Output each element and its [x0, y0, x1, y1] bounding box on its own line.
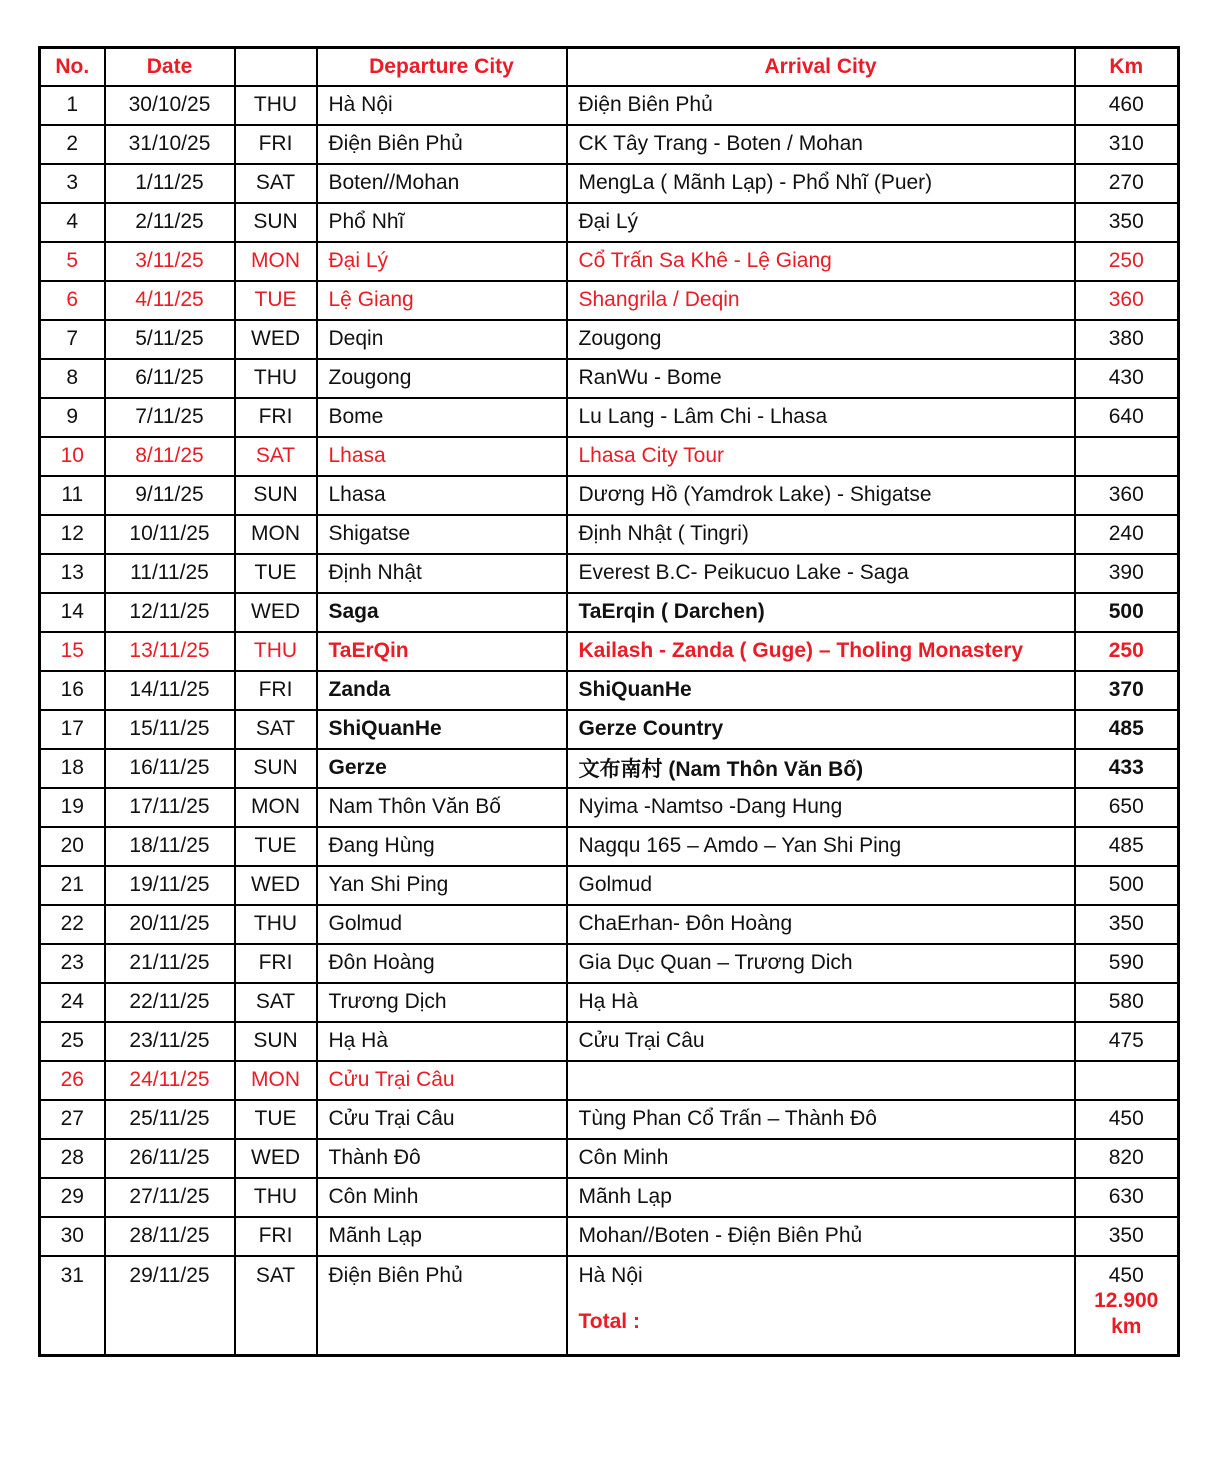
cell-no: 4	[40, 203, 105, 242]
table-row	[40, 554, 1179, 593]
cell-km: 350	[1075, 905, 1179, 944]
cell-no: 29	[40, 1178, 105, 1217]
cell-day: FRI	[235, 125, 317, 164]
cell-no: 24	[40, 983, 105, 1022]
cell-date: 12/11/25	[105, 593, 235, 632]
cell-date: 9/11/25	[105, 476, 235, 515]
cell-km: 640	[1075, 398, 1179, 437]
cell-arrival: ShiQuanHe	[567, 671, 1075, 710]
cell-no: 12	[40, 515, 105, 554]
cell-date: 15/11/25	[105, 710, 235, 749]
itinerary-sheet	[38, 46, 1177, 1357]
cell-km: 310	[1075, 125, 1179, 164]
cell-no: 3	[40, 164, 105, 203]
table-row	[40, 320, 1179, 359]
cell-no: 22	[40, 905, 105, 944]
cell-departure: Đại Lý	[317, 242, 567, 281]
table-row	[40, 398, 1179, 437]
cell-arrival: TaErqin ( Darchen)	[567, 593, 1075, 632]
cell-day: SUN	[235, 749, 317, 788]
cell-departure: Saga	[317, 593, 567, 632]
header-arrival: Arrival City	[567, 48, 1075, 86]
total-label: Total :	[578, 1309, 640, 1333]
cell-date: 28/11/25	[105, 1217, 235, 1256]
cell-arrival: Lu Lang - Lâm Chi - Lhasa	[567, 398, 1075, 437]
cell-date: 7/11/25	[105, 398, 235, 437]
cell-km: 360	[1075, 476, 1179, 515]
cell-departure: Hạ Hà	[317, 1022, 567, 1061]
cell-km: 650	[1075, 788, 1179, 827]
table-row	[40, 1100, 1179, 1139]
cell-km: 475	[1075, 1022, 1179, 1061]
cell-departure: Gerze	[317, 749, 567, 788]
cell-departure: Yan Shi Ping	[317, 866, 567, 905]
cell-day: THU	[235, 359, 317, 398]
cell-date: 6/11/25	[105, 359, 235, 398]
cell-date: 30/10/25	[105, 86, 235, 125]
table-row	[40, 1217, 1179, 1256]
cell-no: 27	[40, 1100, 105, 1139]
cell-arrival: ChaErhan- Đôn Hoàng	[567, 905, 1075, 944]
cell-day: FRI	[235, 671, 317, 710]
cell-day: SAT	[235, 983, 317, 1022]
cell-departure: Zougong	[317, 359, 567, 398]
cell-day: WED	[235, 1139, 317, 1178]
cell-km: 485	[1075, 710, 1179, 749]
cell-departure: Nam Thôn Văn Bố	[317, 788, 567, 827]
cell-departure: Phổ Nhĩ	[317, 203, 567, 242]
cell-date: 3/11/25	[105, 242, 235, 281]
cell-arrival: Gia Dục Quan – Trương Dich	[567, 944, 1075, 983]
cell-arrival: Golmud	[567, 866, 1075, 905]
cell-arrival: Định Nhật ( Tingri)	[567, 515, 1075, 554]
cell-day: TUE	[235, 1100, 317, 1139]
table-row	[40, 671, 1179, 710]
cell-no: 15	[40, 632, 105, 671]
cell-departure: Boten//Mohan	[317, 164, 567, 203]
header-date: Date	[105, 48, 235, 86]
cell-arrival: Zougong	[567, 320, 1075, 359]
cell-km: 380	[1075, 320, 1179, 359]
cell-date: 16/11/25	[105, 749, 235, 788]
cell-date: 14/11/25	[105, 671, 235, 710]
cell-day: FRI	[235, 944, 317, 983]
cell-km: 500	[1075, 593, 1179, 632]
cell-departure: Mãnh Lạp	[317, 1217, 567, 1256]
header-row	[40, 48, 1179, 86]
cell-day: SAT	[235, 710, 317, 749]
cell-arrival: Shangrila / Deqin	[567, 281, 1075, 320]
cell-km: 250	[1075, 632, 1179, 671]
cell-arrival: Điện Biên Phủ	[567, 86, 1075, 125]
cell-departure: Đang Hùng	[317, 827, 567, 866]
table-row	[40, 749, 1179, 788]
cell-departure: Lệ Giang	[317, 281, 567, 320]
table-row	[40, 86, 1179, 125]
cell-km	[1075, 1061, 1179, 1100]
cell-date: 17/11/25	[105, 788, 235, 827]
table-row	[40, 437, 1179, 476]
cell-no: 18	[40, 749, 105, 788]
itinerary-rows	[40, 86, 1179, 1356]
cell-no: 9	[40, 398, 105, 437]
cell-date: 27/11/25	[105, 1178, 235, 1217]
cell-no: 26	[40, 1061, 105, 1100]
cell-day: SUN	[235, 203, 317, 242]
header-no: No.	[40, 48, 105, 86]
cell-day: SAT	[235, 1256, 317, 1356]
cell-no: 1	[40, 86, 105, 125]
table-header	[40, 48, 1179, 86]
cell-date: 5/11/25	[105, 320, 235, 359]
table-row	[40, 1061, 1179, 1100]
cell-date: 25/11/25	[105, 1100, 235, 1139]
cell-day: THU	[235, 1178, 317, 1217]
cell-no: 8	[40, 359, 105, 398]
cell-day: SAT	[235, 437, 317, 476]
table-row	[40, 359, 1179, 398]
table-row	[40, 1178, 1179, 1217]
table-row	[40, 1139, 1179, 1178]
cell-day: MON	[235, 1061, 317, 1100]
cell-arrival: Nagqu 165 – Amdo – Yan Shi Ping	[567, 827, 1075, 866]
cell-departure: TaErQin	[317, 632, 567, 671]
table-row	[40, 281, 1179, 320]
cell-date: 11/11/25	[105, 554, 235, 593]
cell-departure: Zanda	[317, 671, 567, 710]
cell-date: 2/11/25	[105, 203, 235, 242]
header-departure: Departure City	[317, 48, 567, 86]
cell-day: MON	[235, 515, 317, 554]
cell-departure: Golmud	[317, 905, 567, 944]
cell-date: 19/11/25	[105, 866, 235, 905]
cell-date: 18/11/25	[105, 827, 235, 866]
cell-arrival: Kailash - Zanda ( Guge) – Tholing Monastery	[567, 632, 1075, 671]
cell-arrival	[567, 1061, 1075, 1100]
cell-no: 23	[40, 944, 105, 983]
cell-arrival: MengLa ( Mãnh Lạp) - Phổ Nhĩ (Puer)	[567, 164, 1075, 203]
cell-km: 390	[1075, 554, 1179, 593]
cell-day: MON	[235, 788, 317, 827]
cell-day: MON	[235, 242, 317, 281]
cell-km: 485	[1075, 827, 1179, 866]
cell-no: 6	[40, 281, 105, 320]
cell-day: TUE	[235, 827, 317, 866]
table-row	[40, 476, 1179, 515]
table-row	[40, 944, 1179, 983]
total-km-value: 12.900	[1094, 1288, 1159, 1312]
cell-departure: Lhasa	[317, 476, 567, 515]
cell-date: 1/11/25	[105, 164, 235, 203]
header-day	[235, 48, 317, 86]
table-row	[40, 242, 1179, 281]
cell-arrival: 文布南村 (Nam Thôn Văn Bố)	[567, 749, 1075, 788]
cell-departure: Trương Dịch	[317, 983, 567, 1022]
table-row	[40, 905, 1179, 944]
cell-km: 270	[1075, 164, 1179, 203]
cell-date: 31/10/25	[105, 125, 235, 164]
table-row	[40, 710, 1179, 749]
cell-no: 11	[40, 476, 105, 515]
cell-date: 20/11/25	[105, 905, 235, 944]
cell-day: FRI	[235, 398, 317, 437]
table-row	[40, 1256, 1179, 1356]
cell-date: 29/11/25	[105, 1256, 235, 1356]
cell-day: THU	[235, 632, 317, 671]
cell-date: 21/11/25	[105, 944, 235, 983]
cell-km: 430	[1075, 359, 1179, 398]
cell-km: 360	[1075, 281, 1179, 320]
cell-departure: ShiQuanHe	[317, 710, 567, 749]
cell-day: WED	[235, 320, 317, 359]
cell-km: 630	[1075, 1178, 1179, 1217]
cell-km: 820	[1075, 1139, 1179, 1178]
cell-km: 500	[1075, 866, 1179, 905]
cell-departure: Thành Đô	[317, 1139, 567, 1178]
cell-date: 8/11/25	[105, 437, 235, 476]
cell-departure: Lhasa	[317, 437, 567, 476]
cell-km	[1075, 1256, 1179, 1356]
cell-km: 433	[1075, 749, 1179, 788]
cell-arrival: Đại Lý	[567, 203, 1075, 242]
table-row	[40, 1022, 1179, 1061]
cell-no: 31	[40, 1256, 105, 1356]
cell-arrival: CK Tây Trang - Boten / Mohan	[567, 125, 1075, 164]
cell-day: THU	[235, 905, 317, 944]
cell-km: 580	[1075, 983, 1179, 1022]
cell-arrival: Lhasa City Tour	[567, 437, 1075, 476]
cell-arrival: Dương Hồ (Yamdrok Lake) - Shigatse	[567, 476, 1075, 515]
header-km: Km	[1075, 48, 1179, 86]
cell-no: 2	[40, 125, 105, 164]
cell-km: 450	[1075, 1100, 1179, 1139]
table-row	[40, 164, 1179, 203]
cell-arrival: RanWu - Bome	[567, 359, 1075, 398]
cell-arrival: Mãnh Lạp	[567, 1178, 1075, 1217]
cell-departure: Deqin	[317, 320, 567, 359]
cell-departure: Côn Minh	[317, 1178, 567, 1217]
table-row	[40, 866, 1179, 905]
cell-arrival: Mohan//Boten - Điện Biên Phủ	[567, 1217, 1075, 1256]
cell-arrival: Cửu Trại Câu	[567, 1022, 1075, 1061]
cell-no: 30	[40, 1217, 105, 1256]
table-row	[40, 203, 1179, 242]
cell-departure: Cửu Trại Câu	[317, 1100, 567, 1139]
cell-km: 460	[1075, 86, 1179, 125]
cell-departure: Shigatse	[317, 515, 567, 554]
cell-departure: Điện Biên Phủ	[317, 1256, 567, 1356]
cell-km: 370	[1075, 671, 1179, 710]
cell-km: 240	[1075, 515, 1179, 554]
cell-no: 10	[40, 437, 105, 476]
cell-day: WED	[235, 593, 317, 632]
cell-km: 350	[1075, 203, 1179, 242]
table-row	[40, 125, 1179, 164]
cell-arrival	[567, 1256, 1075, 1356]
cell-departure: Định Nhật	[317, 554, 567, 593]
cell-day: THU	[235, 86, 317, 125]
cell-day: SUN	[235, 1022, 317, 1061]
cell-no: 19	[40, 788, 105, 827]
cell-arrival: Gerze Country	[567, 710, 1075, 749]
km-value: 450	[1108, 1263, 1144, 1287]
cell-day: SAT	[235, 164, 317, 203]
table-row	[40, 515, 1179, 554]
cell-departure: Cửu Trại Câu	[317, 1061, 567, 1100]
cell-no: 16	[40, 671, 105, 710]
arrival-city-text: Hà Nội	[578, 1263, 643, 1287]
cell-day: WED	[235, 866, 317, 905]
cell-no: 7	[40, 320, 105, 359]
cell-departure: Bome	[317, 398, 567, 437]
cell-no: 5	[40, 242, 105, 281]
cell-no: 25	[40, 1022, 105, 1061]
cell-no: 20	[40, 827, 105, 866]
cell-date: 10/11/25	[105, 515, 235, 554]
cell-day: SUN	[235, 476, 317, 515]
cell-departure: Điện Biên Phủ	[317, 125, 567, 164]
cell-km: 590	[1075, 944, 1179, 983]
cell-arrival: Everest B.C- Peikucuo Lake - Saga	[567, 554, 1075, 593]
cell-date: 24/11/25	[105, 1061, 235, 1100]
cell-arrival: Côn Minh	[567, 1139, 1075, 1178]
cell-no: 17	[40, 710, 105, 749]
cell-no: 14	[40, 593, 105, 632]
table-row	[40, 593, 1179, 632]
table-row	[40, 632, 1179, 671]
cell-km: 350	[1075, 1217, 1179, 1256]
cell-km	[1075, 437, 1179, 476]
table-row	[40, 827, 1179, 866]
cell-km: 250	[1075, 242, 1179, 281]
cell-arrival: Nyima -Namtso -Dang Hung	[567, 788, 1075, 827]
cell-day: TUE	[235, 554, 317, 593]
cell-departure: Đôn Hoàng	[317, 944, 567, 983]
cell-no: 28	[40, 1139, 105, 1178]
cell-day: FRI	[235, 1217, 317, 1256]
cell-no: 13	[40, 554, 105, 593]
cell-date: 22/11/25	[105, 983, 235, 1022]
table-row	[40, 788, 1179, 827]
cell-no: 21	[40, 866, 105, 905]
cell-arrival: Cổ Trấn Sa Khê - Lệ Giang	[567, 242, 1075, 281]
cell-date: 23/11/25	[105, 1022, 235, 1061]
total-km-unit: km	[1111, 1314, 1142, 1338]
cell-date: 26/11/25	[105, 1139, 235, 1178]
itinerary-table	[38, 46, 1180, 1357]
table-row	[40, 983, 1179, 1022]
cell-departure: Hà Nội	[317, 86, 567, 125]
cell-date: 13/11/25	[105, 632, 235, 671]
cell-day: TUE	[235, 281, 317, 320]
cell-arrival: Hạ Hà	[567, 983, 1075, 1022]
cell-arrival: Tùng Phan Cổ Trấn – Thành Đô	[567, 1100, 1075, 1139]
cell-date: 4/11/25	[105, 281, 235, 320]
